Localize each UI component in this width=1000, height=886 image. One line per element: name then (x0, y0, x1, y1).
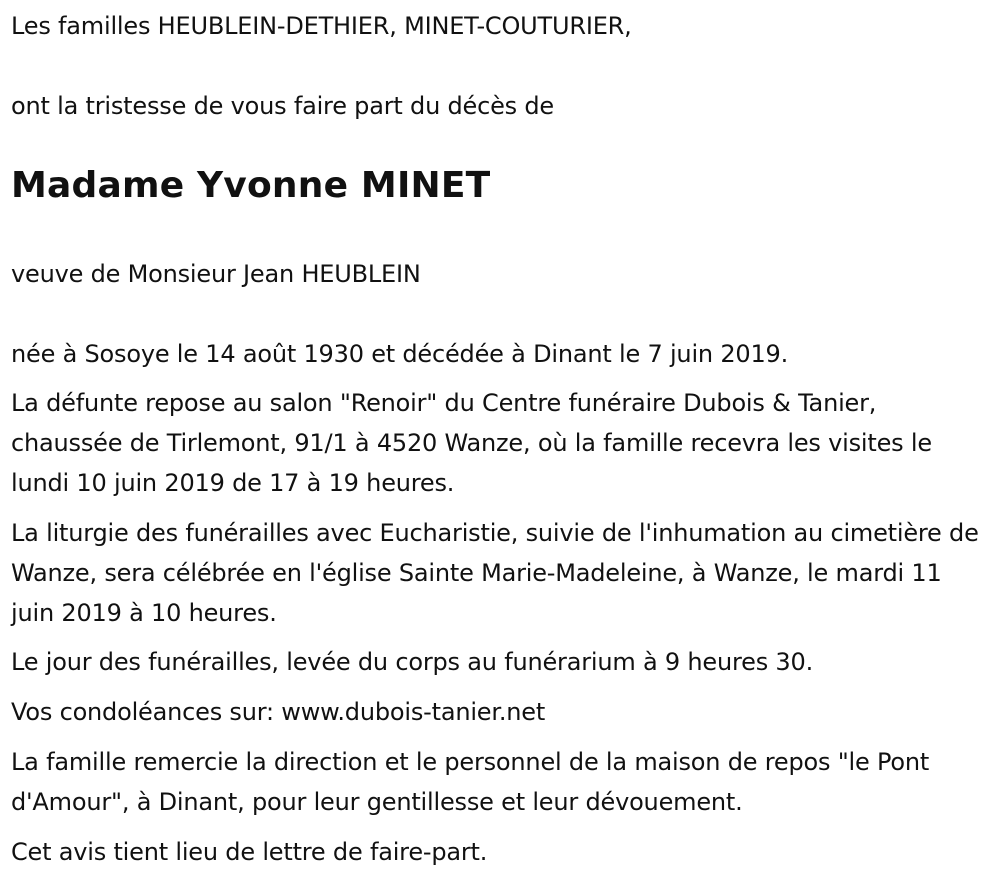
deceased-name: Madame Yvonne MINET (11, 165, 491, 206)
viewing-paragraph: La défunte repose au salon "Renoir" du Centre funéraire Dubois & Tanier, chaussée de Tirlemont, 91/1 à 4520 Wanze, où la famille recevra les visites le lundi 10 juin 2019 de 17 à 19 heures. (11, 389, 932, 497)
announcement-line: ont la tristesse de vous faire part du décès de (11, 92, 554, 120)
funeral-day-line: Le jour des funérailles, levée du corps au funérarium à 9 heures 30. (11, 648, 814, 676)
birth-death-line: née à Sosoye le 14 août 1930 et décédée à Dinant le 7 juin 2019. (11, 340, 789, 368)
widow-of-line: veuve de Monsieur Jean HEUBLEIN (11, 260, 421, 288)
families-line: Les familles HEUBLEIN-DETHIER, MINET-COUTURIER, (11, 12, 632, 40)
liturgy-paragraph: La liturgie des funérailles avec Eucharistie, suivie de l'inhumation au cimetière de Wanze, sera célébrée en l'église Sainte Marie-Madeleine, à Wanze, le mardi 11 juin 2019 à 10 heures. (11, 519, 979, 627)
closing-line: Cet avis tient lieu de lettre de faire-part. (11, 838, 488, 866)
thanks-paragraph: La famille remercie la direction et le personnel de la maison de repos "le Pont d'Amour", à Dinant, pour leur gentillesse et leur dévouement. (11, 748, 930, 816)
condolences-line: Vos condoléances sur: www.dubois-tanier.net (11, 698, 546, 726)
